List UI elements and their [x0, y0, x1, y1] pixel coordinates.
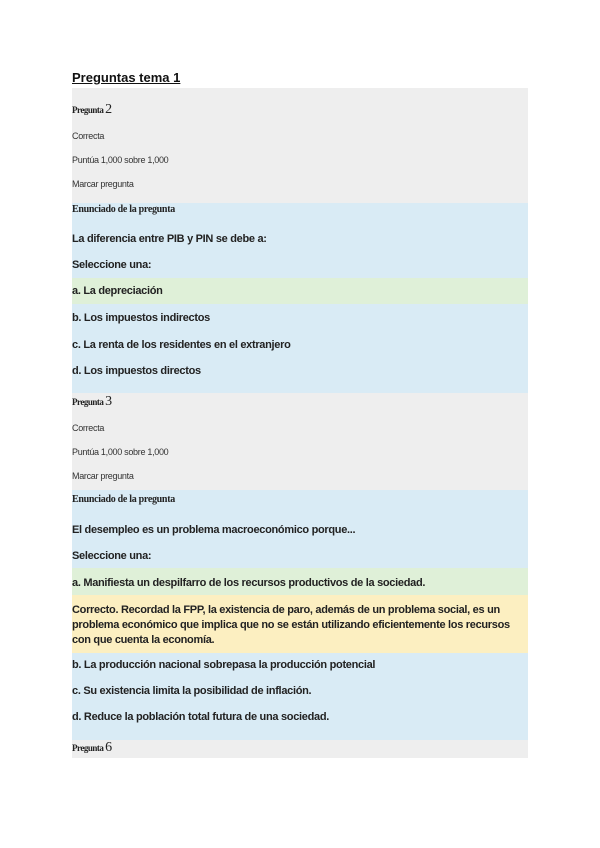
question-state: Correcta — [72, 423, 105, 433]
question-content — [72, 490, 528, 568]
answer-option[interactable]: d. Los impuestos directos — [72, 365, 201, 377]
quiz-review — [72, 88, 528, 758]
question-number: Pregunta 3 — [72, 394, 112, 409]
answer-options — [72, 304, 528, 393]
question-content — [72, 203, 528, 278]
flag-question-link[interactable]: Marcar pregunta — [72, 179, 134, 189]
answer-option[interactable]: d. Reduce la población total futura de una sociedad. — [72, 711, 329, 723]
question-text: El desempleo es un problema macroeconómico porque... — [72, 524, 356, 536]
question-text: La diferencia entre PIB y PIN se debe a: — [72, 233, 267, 245]
question-number: Pregunta 2 — [72, 102, 112, 117]
question-state: Correcta — [72, 131, 105, 141]
select-one-label: Seleccione una: — [72, 550, 152, 562]
answer-option-correct[interactable]: a. La depreciación — [72, 278, 528, 304]
select-one-label: Seleccione una: — [72, 259, 152, 271]
enunciado-heading: Enunciado de la pregunta — [72, 494, 175, 505]
answer-option[interactable]: b. La producción nacional sobrepasa la producción potencial — [72, 659, 376, 671]
answer-option-correct[interactable]: a. Manifiesta un despilfarro de los recursos productivos de la sociedad. — [72, 568, 528, 595]
feedback — [72, 595, 528, 653]
question-info — [72, 740, 528, 758]
question-info — [72, 393, 528, 490]
feedback-text: Correcto. Recordad la FPP, la existencia de paro, además de un problema social, es un problema económico que implica que no se están utilizando eficientemente los recursos con que cuenta la economía. — [72, 604, 510, 646]
enunciado-heading: Enunciado de la pregunta — [72, 204, 175, 215]
flag-question-link[interactable]: Marcar pregunta — [72, 471, 134, 481]
answer-option[interactable]: c. Su existencia limita la posibilidad de inflación. — [72, 685, 312, 697]
answer-option[interactable]: b. Los impuestos indirectos — [72, 312, 210, 324]
question-number: Pregunta 6 — [72, 740, 112, 755]
answer-options — [72, 653, 528, 740]
answer-option[interactable]: c. La renta de los residentes en el extranjero — [72, 339, 291, 351]
question-grade: Puntúa 1,000 sobre 1,000 — [72, 155, 169, 165]
question-grade: Puntúa 1,000 sobre 1,000 — [72, 447, 169, 457]
question-info — [72, 88, 528, 203]
page-title: Preguntas tema 1 — [72, 70, 181, 85]
